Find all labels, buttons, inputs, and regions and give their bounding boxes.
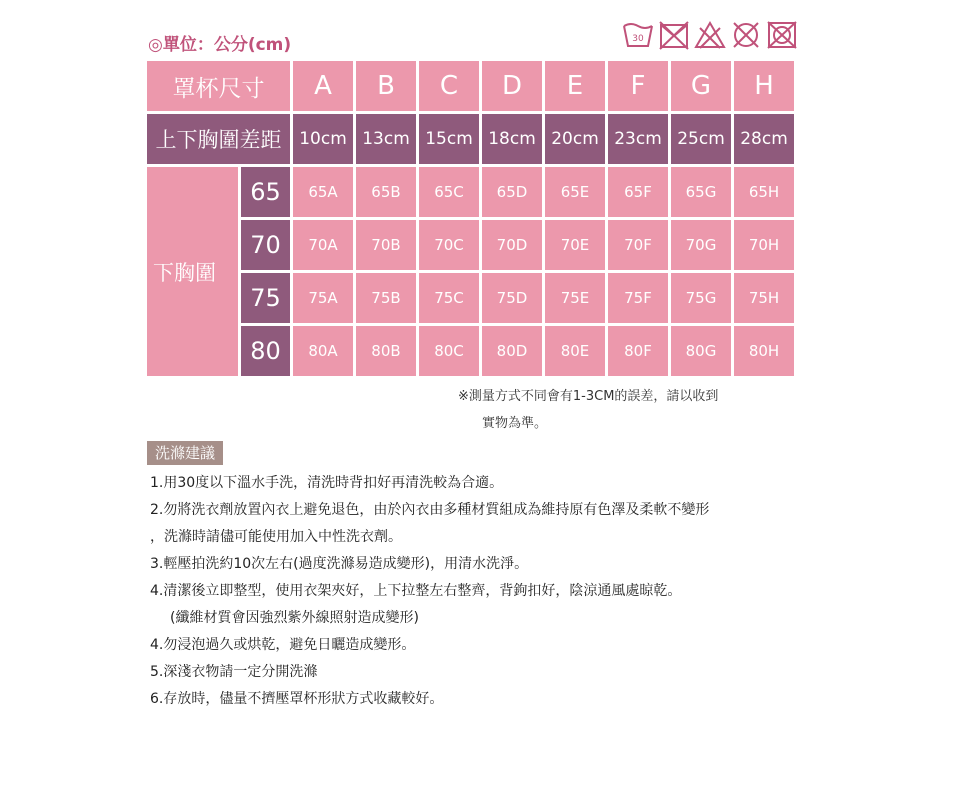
size-cell: 80G — [671, 326, 731, 376]
list-item: 4.清潔後立即整型，使用衣架夾好，上下拉整左右整齊，背鉤扣好，陰涼通風處晾乾。 — [150, 583, 682, 599]
note-line-1: ※測量方式不同會有1-3CM的誤差，請以收到 — [458, 389, 719, 404]
cup-a-header: A — [293, 61, 353, 111]
cup-b-header: B — [356, 61, 416, 111]
size-cell: 65B — [356, 167, 416, 217]
size-cell: 70G — [671, 220, 731, 270]
size-body — [147, 167, 795, 376]
size-cell: 75A — [293, 273, 353, 323]
table-row — [293, 220, 794, 270]
underbust-label: 下胸圍 — [147, 167, 238, 376]
list-item: 3.輕壓拍洗約10次左右(過度洗滌易造成變形)，用清水洗淨。 — [150, 556, 529, 572]
no-dry-clean-icon — [730, 20, 762, 50]
cup-d-header: D — [482, 61, 542, 111]
size-cell: 65H — [734, 167, 794, 217]
diff-value: 28cm — [734, 114, 794, 164]
size-cell: 65A — [293, 167, 353, 217]
cup-header-row — [147, 61, 795, 111]
list-item: 6.存放時，儘量不擠壓罩杯形狀方式收藏較好。 — [150, 691, 444, 707]
size-cell: 75H — [734, 273, 794, 323]
table-row — [293, 167, 794, 217]
size-cell: 65E — [545, 167, 605, 217]
measurement-note — [458, 383, 798, 437]
size-cell: 75C — [419, 273, 479, 323]
list-item: 2.勿將洗衣劑放置內衣上避免退色，由於內衣由多種材質組成為維持原有色澤及柔軟不變形 — [150, 502, 710, 518]
bust-difference-header: 上下胸圍差距 — [147, 114, 290, 164]
size-cell: 75G — [671, 273, 731, 323]
size-cell: 75E — [545, 273, 605, 323]
size-cell: 80B — [356, 326, 416, 376]
band-70: 70 — [241, 220, 290, 270]
size-grid — [293, 167, 794, 376]
list-item: ，洗滌時請儘可能使用加入中性洗衣劑。 — [150, 529, 402, 545]
band-column — [241, 167, 290, 376]
cup-c-header: C — [419, 61, 479, 111]
list-item: 5.深淺衣物請一定分開洗滌 — [150, 664, 318, 680]
size-cell: 70A — [293, 220, 353, 270]
wash-30-icon — [622, 20, 654, 50]
no-tumble-dry-icon — [658, 20, 690, 50]
no-machine-dry-icon — [766, 20, 798, 50]
size-cell: 75F — [608, 273, 668, 323]
size-cell: 75D — [482, 273, 542, 323]
note-line-2: 實物為準。 — [482, 416, 548, 431]
diff-value: 15cm — [419, 114, 479, 164]
size-cell: 70C — [419, 220, 479, 270]
size-cell: 80E — [545, 326, 605, 376]
diff-value: 10cm — [293, 114, 353, 164]
cup-e-header: E — [545, 61, 605, 111]
size-cell: 70F — [608, 220, 668, 270]
cup-h-header: H — [734, 61, 794, 111]
list-item: 1.用30度以下溫水手洗，清洗時背扣好再清洗較為合適。 — [150, 475, 504, 491]
cup-size-header: 罩杯尺寸 — [147, 61, 290, 111]
wash-temp-label: 30 — [632, 34, 644, 44]
size-cell: 80D — [482, 326, 542, 376]
size-cell: 75B — [356, 273, 416, 323]
diff-value: 13cm — [356, 114, 416, 164]
diff-row — [147, 114, 795, 164]
care-instructions-title: 洗滌建議 — [147, 441, 223, 465]
diff-value: 25cm — [671, 114, 731, 164]
size-cell: 65C — [419, 167, 479, 217]
care-symbols — [622, 20, 798, 50]
size-cell: 80A — [293, 326, 353, 376]
size-cell: 80F — [608, 326, 668, 376]
size-cell: 65G — [671, 167, 731, 217]
band-75: 75 — [241, 273, 290, 323]
diff-value: 20cm — [545, 114, 605, 164]
list-item: (纖維材質會因強烈紫外線照射造成變形) — [170, 610, 419, 626]
size-chart-table — [147, 61, 795, 376]
diff-value: 23cm — [608, 114, 668, 164]
size-cell: 80H — [734, 326, 794, 376]
no-bleach-icon — [694, 20, 726, 50]
cup-f-header: F — [608, 61, 668, 111]
band-80: 80 — [241, 326, 290, 376]
unit-label: ◎單位：公分(cm) — [148, 35, 292, 55]
size-cell: 70B — [356, 220, 416, 270]
size-cell: 70D — [482, 220, 542, 270]
size-cell: 65F — [608, 167, 668, 217]
table-row — [293, 326, 794, 376]
care-instructions-list — [150, 470, 840, 713]
list-item: 4.勿浸泡過久或烘乾，避免日曬造成變形。 — [150, 637, 416, 653]
diff-value: 18cm — [482, 114, 542, 164]
band-65: 65 — [241, 167, 290, 217]
cup-g-header: G — [671, 61, 731, 111]
size-cell: 80C — [419, 326, 479, 376]
size-cell: 70H — [734, 220, 794, 270]
table-row — [293, 273, 794, 323]
size-cell: 65D — [482, 167, 542, 217]
size-cell: 70E — [545, 220, 605, 270]
